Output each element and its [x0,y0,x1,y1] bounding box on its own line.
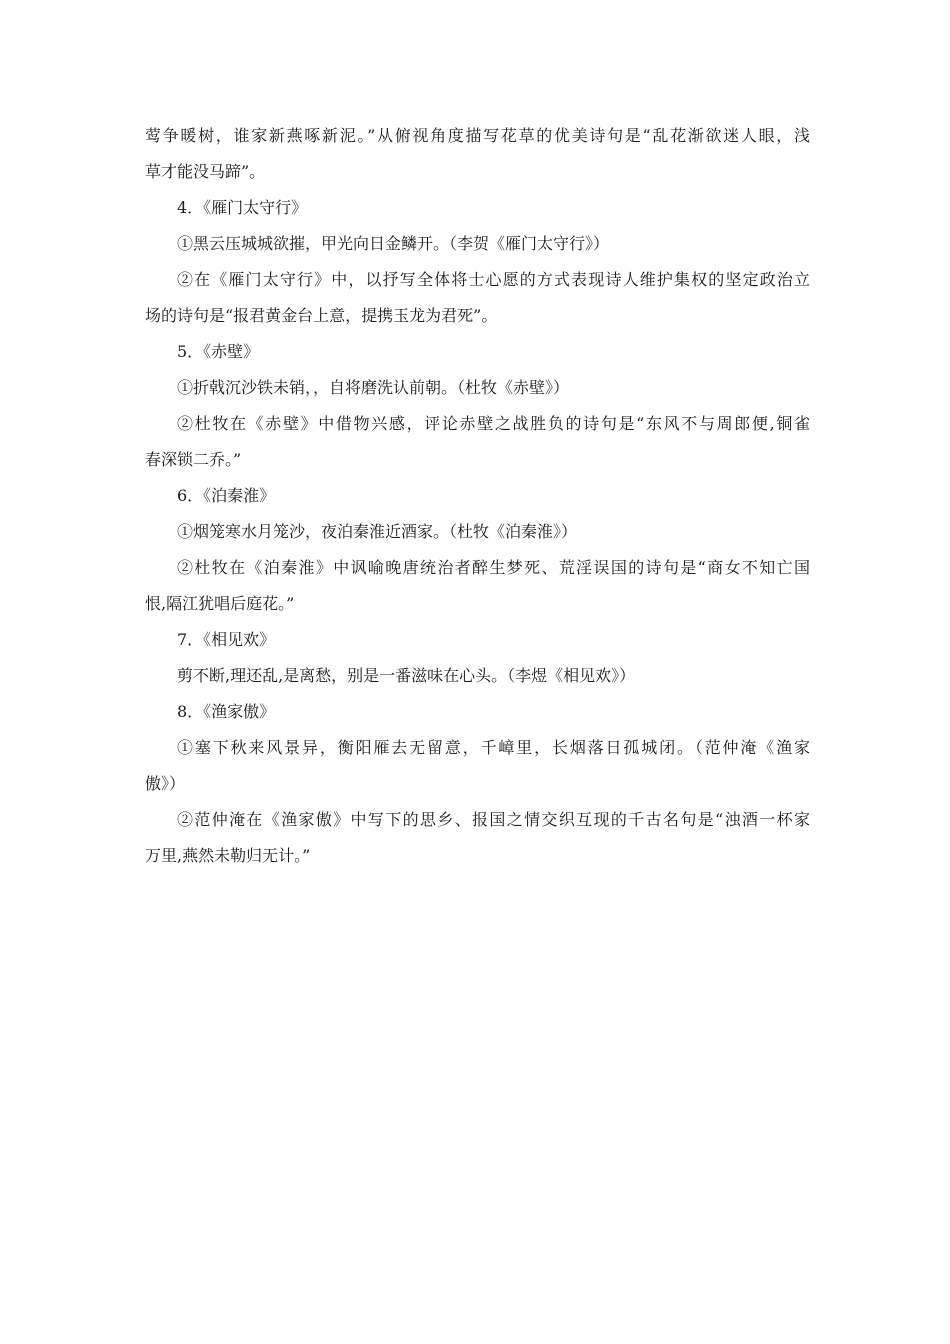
paragraph-line: 万里,燕然未勒归无计。” [145,846,311,865]
section-heading: 4．《雁门太守行》 [177,198,308,217]
paragraph-line: ②在《雁门太守行》中，以抒写全体将士心愿的方式表现诗人维护集权的坚定政治立 [177,270,810,289]
paragraph-line: 剪不断,理还乱,是离愁，别是一番滋味在心头。（李煜《相见欢》） [177,666,636,685]
paragraph-line: ②杜牧在《泊秦淮》中讽喻晚唐统治者醉生梦死、荒淫误国的诗句是“商女不知亡国 [177,558,810,577]
document-body [145,118,810,874]
section-heading: 8．《渔家傲》 [177,702,276,721]
paragraph-line: ①烟笼寒水月笼沙，夜泊秦淮近酒家。（杜牧《泊秦淮》） [177,522,578,541]
section-heading: 5．《赤壁》 [177,342,260,361]
paragraph-line: 傲》） [145,774,186,793]
paragraph-line: 春深锁二乔。” [145,450,242,469]
section-heading: 6．《泊秦淮》 [177,486,276,505]
paragraph-line: 草才能没马蹄”。 [145,162,266,181]
paragraph-line: ②范仲淹在《渔家傲》中写下的思乡、报国之情交织互现的千古名句是“浊酒一杯家 [177,810,810,829]
paragraph-line: ②杜牧在《赤壁》中借物兴感，评论赤壁之战胜负的诗句是“东风不与周郎便,铜雀 [177,414,810,433]
paragraph-line: ①塞下秋来风景异，衡阳雁去无留意，千嶂里，长烟落日孤城闭。（范仲淹《渔家 [177,738,810,757]
paragraph-line: 恨,隔江犹唱后庭花。” [145,594,295,613]
paragraph-line: 莺争暖树，谁家新燕啄新泥。”从俯视角度描写花草的优美诗句是“乱花渐欲迷人眼，浅 [145,126,810,145]
paragraph-line: ①黑云压城城欲摧，甲光向日金鳞开。（李贺《雁门太守行》） [177,234,610,253]
paragraph-line: 场的诗句是“报君黄金台上意，提携玉龙为君死”。 [145,306,498,325]
section-heading: 7．《相见欢》 [177,630,276,649]
paragraph-line: ①折戟沉沙铁未销，，自将磨洗认前朝。（杜牧《赤壁》） [177,378,570,397]
